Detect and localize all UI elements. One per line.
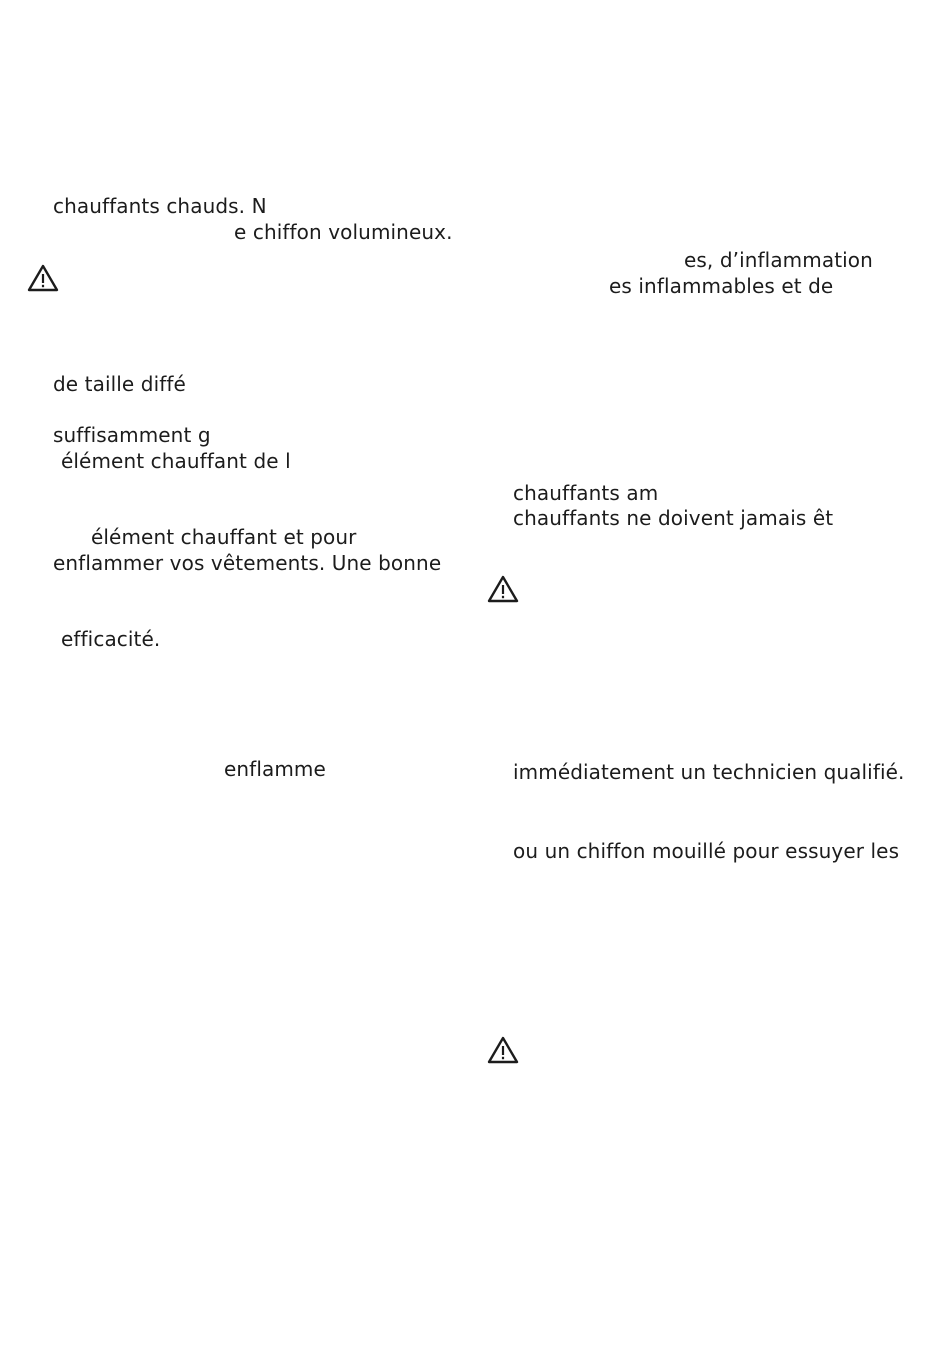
left-text-line-9: enflamme	[224, 757, 326, 781]
left-text-line-6: élément chauffant et pour	[91, 525, 357, 549]
left-text-line-2: e chiffon volumineux.	[234, 220, 453, 244]
warning-triangle-icon	[487, 1036, 519, 1064]
left-text-line-1: chauffants chauds. N	[53, 194, 267, 218]
warning-triangle-icon	[487, 575, 519, 603]
left-text-line-8: efficacité.	[61, 627, 161, 651]
right-text-line-2: es inflammables et de	[609, 274, 834, 298]
right-text-line-3: chauffants am	[513, 481, 659, 505]
left-text-line-7: enflammer vos vêtements. Une bonne	[53, 551, 442, 575]
right-text-line-6: ou un chiffon mouillé pour essuyer les	[513, 839, 900, 863]
right-text-line-1: es, d’inflammation	[684, 248, 873, 272]
left-text-line-3: de taille diffé	[53, 372, 186, 396]
left-text-line-4: suffisamment g	[53, 423, 211, 447]
right-text-line-5: immédiatement un technicien qualifié.	[513, 760, 905, 784]
warning-triangle-icon	[27, 264, 59, 292]
right-text-line-4: chauffants ne doivent jamais êt	[513, 506, 834, 530]
left-text-line-5: élément chauffant de l	[61, 449, 291, 473]
